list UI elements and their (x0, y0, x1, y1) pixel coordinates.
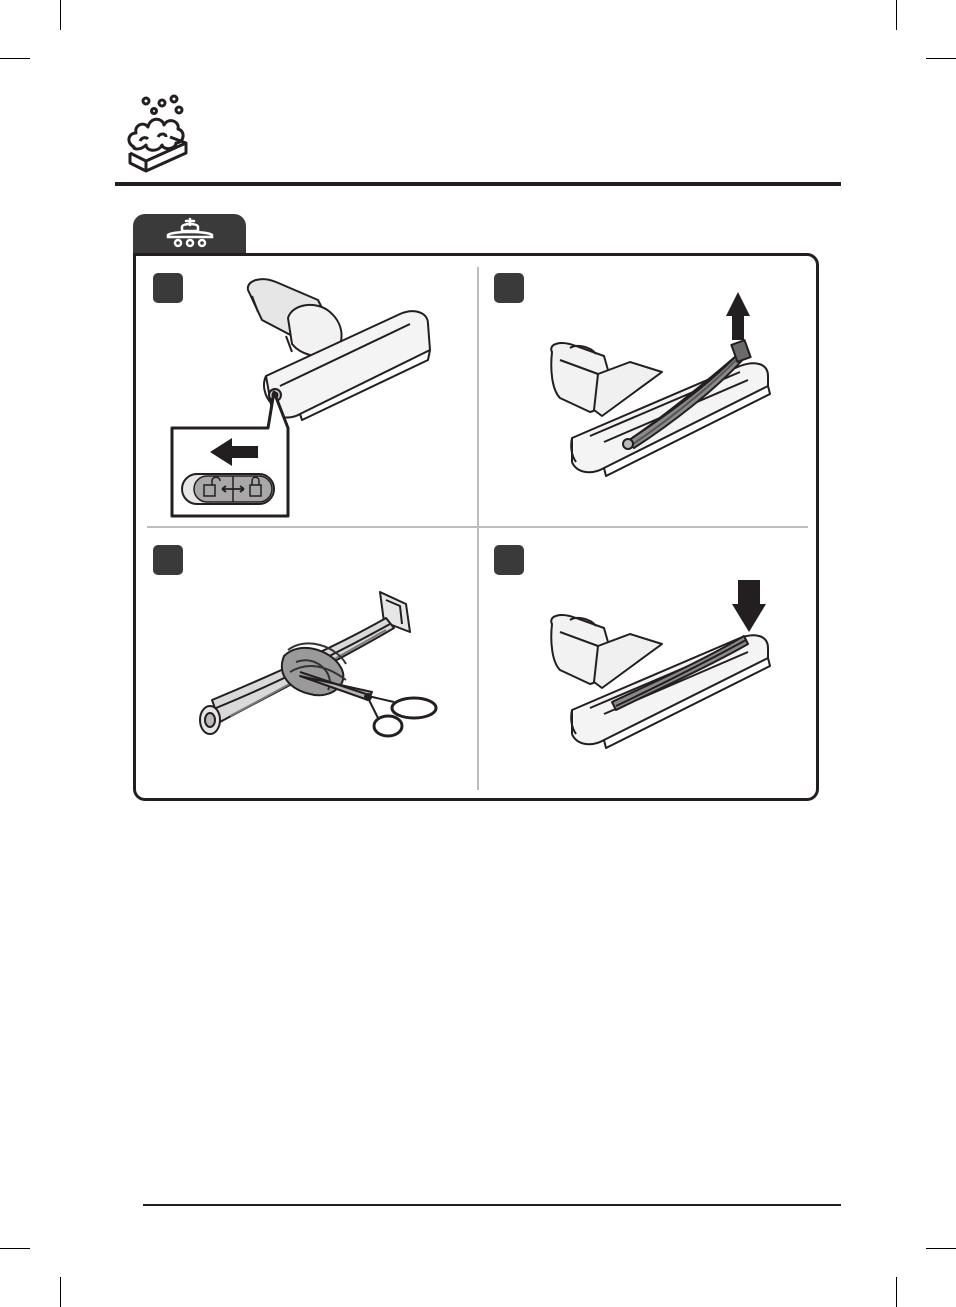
down-arrow-icon (732, 580, 766, 632)
footer-rule (143, 1204, 841, 1206)
